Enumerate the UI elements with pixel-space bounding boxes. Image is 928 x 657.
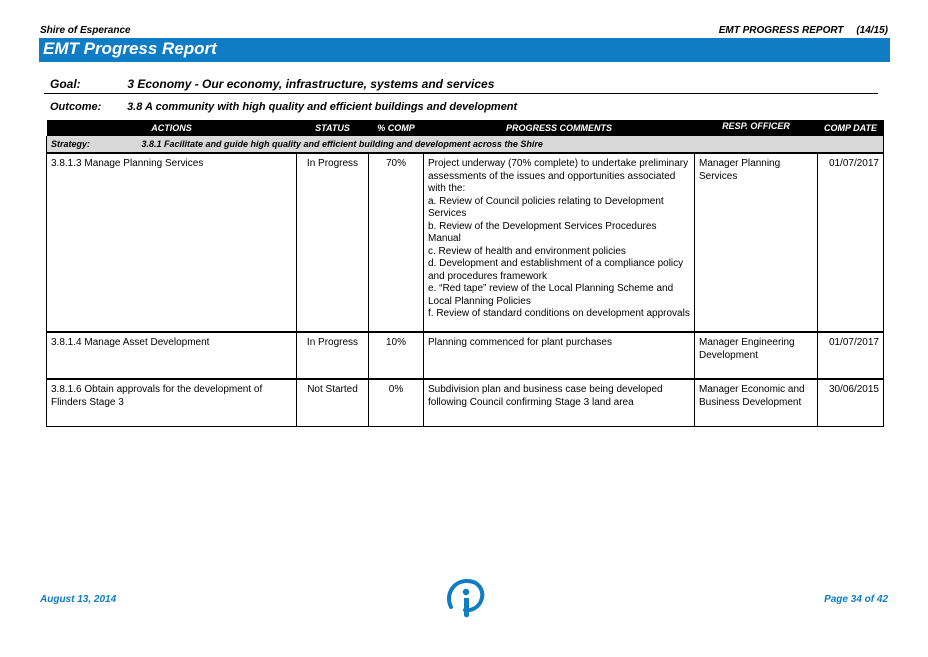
- comment-line: Project underway (70% complete) to undertake preliminary assessments of the issues and opportunities associated with the:: [428, 158, 689, 194]
- footer-page-number: Page 34 of 42: [824, 594, 888, 605]
- column-header-actions: ACTIONS: [47, 120, 297, 136]
- table-row: [47, 332, 884, 379]
- column-header-status: STATUS: [297, 120, 369, 136]
- officer-cell: Manager Economic and Business Development: [695, 379, 818, 426]
- date-cell: 01/07/2017: [818, 332, 884, 379]
- column-header-officer: RESP. OFFICER: [695, 120, 818, 136]
- actions-table: [46, 120, 884, 427]
- comment-line: d. Development and establishment of a compliance policy and procedures framework: [428, 258, 684, 282]
- table-header-row: [47, 120, 884, 136]
- action-cell: 3.8.1.3 Manage Planning Services: [47, 153, 297, 332]
- organisation-name: Shire of Esperance: [40, 25, 131, 36]
- action-cell: 3.8.1.4 Manage Asset Development: [47, 332, 297, 379]
- table-row: [47, 379, 884, 426]
- goal-divider: [44, 93, 878, 94]
- column-header-comments: PROGRESS COMMENTS: [424, 120, 695, 136]
- action-cell: 3.8.1.6 Obtain approvals for the development of Flinders Stage 3: [47, 379, 297, 426]
- shire-i-logo-icon: [443, 577, 487, 621]
- date-cell: 30/06/2015: [818, 379, 884, 426]
- comment-line: c. Review of health and environment policies: [428, 245, 626, 257]
- outcome-label: Outcome:: [50, 101, 102, 113]
- page-fraction: (14/15): [856, 25, 888, 36]
- officer-cell: Manager Engineering Development: [695, 332, 818, 379]
- title-banner: [39, 38, 890, 62]
- goal-line: [50, 77, 494, 91]
- comment-line: f. Review of standard conditions on development approvals: [428, 308, 690, 319]
- table-row: [47, 153, 884, 332]
- status-cell: Not Started: [297, 379, 369, 426]
- banner-title: EMT Progress Report: [43, 39, 217, 58]
- comments-cell: [424, 332, 695, 379]
- column-header-date: COMP DATE: [818, 120, 884, 136]
- column-header-comp: % COMP: [369, 120, 424, 136]
- outcome-text: 3.8 A community with high quality and efficient buildings and development: [127, 101, 518, 113]
- comment-line: Subdivision plan and business case being developed following Council confirming Stage 3 land area: [428, 384, 663, 408]
- report-title-right: EMT PROGRESS REPORT: [718, 25, 844, 36]
- footer-date: August 13, 2014: [40, 594, 117, 605]
- strategy-cell: [47, 136, 884, 153]
- report-header-right: [719, 25, 888, 36]
- comment-line: e. “Red tape” review of the Local Planning Scheme and Local Planning Policies: [428, 283, 674, 307]
- date-cell: 01/07/2017: [818, 153, 884, 332]
- strategy-row: [47, 136, 884, 153]
- comp-cell: 70%: [369, 153, 424, 332]
- status-cell: In Progress: [297, 153, 369, 332]
- comp-cell: 10%: [369, 332, 424, 379]
- comments-cell: [424, 379, 695, 426]
- officer-cell: Manager Planning Services: [695, 153, 818, 332]
- outcome-line: [50, 101, 517, 113]
- goal-text: 3 Economy - Our economy, infrastructure, systems and services: [127, 77, 495, 91]
- strategy-text: 3.8.1 Facilitate and guide high quality and efficient building and development across the Shire: [141, 139, 543, 149]
- strategy-label: Strategy:: [51, 139, 91, 149]
- comp-cell: 0%: [369, 379, 424, 426]
- comment-line: b. Review of the Development Services Procedures Manual: [428, 220, 657, 244]
- comment-line: a. Review of Council policies relating to Development Services: [428, 195, 664, 219]
- comments-cell: [424, 153, 695, 332]
- comment-line: Planning commenced for plant purchases: [428, 337, 612, 348]
- goal-label: Goal:: [50, 77, 81, 91]
- status-cell: In Progress: [297, 332, 369, 379]
